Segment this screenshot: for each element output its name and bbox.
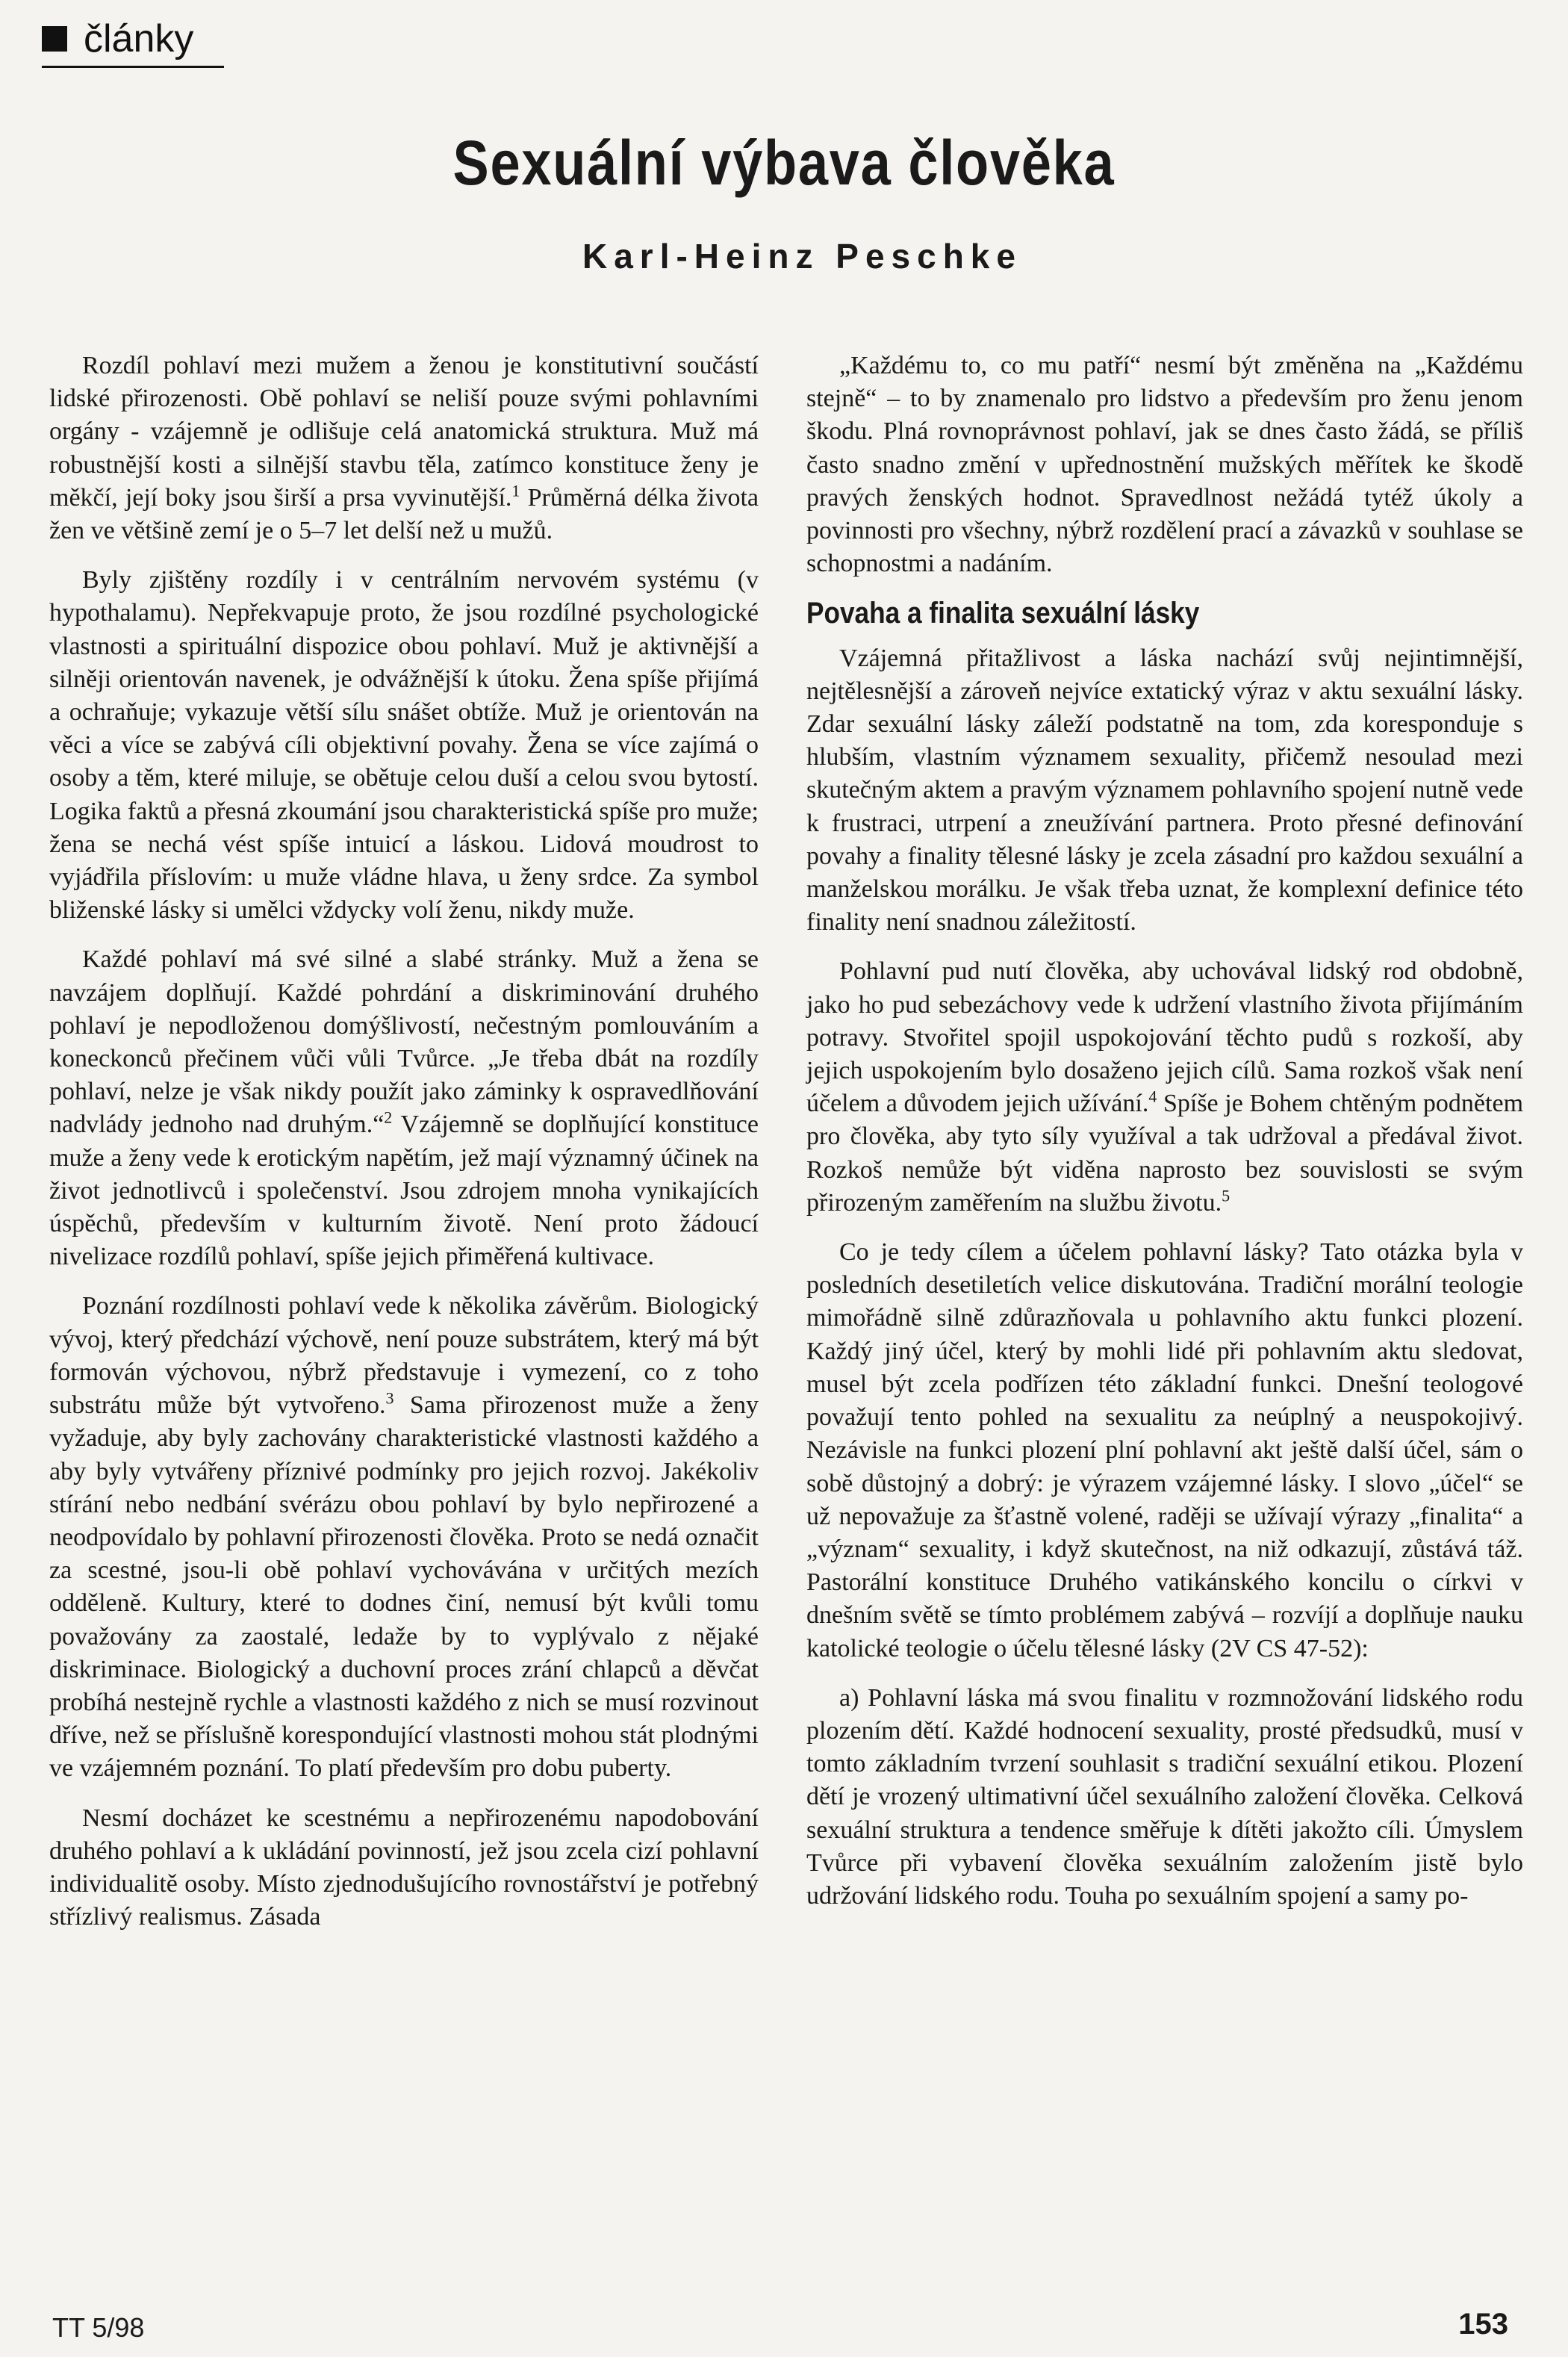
paragraph: Vzájemná přitažlivost a láska nachází svůj nejintimnější, nejtělesnější a zároveň nejvíce extatický výraz v aktu sexuální lásky. Zdar sexuální lásky záleží podstatně na tom, zda koresponduje s hlubším, vlastním významem sexuality, přičemž nesoulad mezi skutečným aktem a pravým významem pohlavního spojení nutně vede k frustraci, utrpení a zneužívání partnera. Proto přesné definování povahy a finality tělesné lásky je zcela zásadní pro každou sexuální a manželskou morálku. Je však třeba uznat, že komplexní definice této finality není snadnou záležitostí. xyxy=(806,644,1523,937)
footnote-ref: 3 xyxy=(385,1388,394,1408)
section-label-text: články xyxy=(84,17,194,60)
footnote-ref: 1 xyxy=(511,481,520,500)
paragraph: „Každému to, co mu patří“ nesmí být změněna na „Každému stejně“ – to by znamenalo pro lidstvo a především pro ženu jenom škodu. Plná rovnoprávnost pohlaví, jak se dnes často žádá, se příliš často snadno změní v upřednostnění mužských měřítek ke škodě pravých ženských hodnot. Spravedlnost nežádá tytéž úkoly a povinnosti pro všechny, nýbrž rozdělení prací a závazků v souhlase se schopnostmi a nadáním. xyxy=(806,352,1523,578)
page-number: 153 xyxy=(1458,2308,1508,2341)
footnote-ref: 5 xyxy=(1222,1186,1231,1205)
section-label xyxy=(42,16,193,61)
article-author: Karl-Heinz Peschke xyxy=(582,237,1022,276)
section-heading: Povaha a finalita sexuální lásky xyxy=(806,597,1200,630)
right-column xyxy=(806,350,1523,1929)
section-rule xyxy=(42,66,224,68)
footnote-ref: 2 xyxy=(384,1108,393,1128)
paragraph: Poznání rozdílnosti pohlaví vede k několika závěrům. Biologický vývoj, který předchází výchově, není pouze substrátem, který má být formován výchovou, nýbrž představuje i vymezení, co z toho substrátu může být vytvořeno.$^3$ Sama přirozenost muže a ženy vyžaduje, aby byly zachovány charakteristické vlastnosti každého a aby byly vytvářeny příznivé podmínky pro jejich rozvoj. Jakékoliv stírání nebo nedbání svérázu obou pohlaví by bylo nepřirozené a neodpovídalo by pohlavní přirozenosti člověka. Proto se nedá označit za scestné, jsou-li obě pohlaví vychovávána v určitých mezích odděleně. Kultury, které to dodnes činí, nemusí být kvůli tomu považovány za zaostalé, ledaže by to vyplývalo z nějaké diskriminace. Biologický a duchovní proces zrání chlapců a děvčat probíhá nestejně rychle a vlastnosti každého z nich se musí rozvinout dříve, než se příslušně korespondující vlastnosti mohou stát plodnými ve vzájemném poznání. To platí především pro dobu puberty. xyxy=(49,1292,759,1783)
paragraph: Nesmí docházet ke scestnému a nepřirozenému napodobování druhého pohlaví a k ukládání povinností, jež jsou zcela cizí pohlavní individualitě osoby. Místo zjednodušujícího rovnostářství je potřebný střízlivý realismus. Zásada xyxy=(49,1804,759,1931)
paragraph: Rozdíl pohlaví mezi mužem a ženou je konstitutivní součástí lidské přirozenosti. Obě pohlaví se neliší pouze svými pohlavními orgány - vzájemně je odlišuje celá anatomická struktura. Muž má robustnější kosti a silnější stavbu těla, zatímco konstituce ženy je měkčí, její boky jsou širší a prsa vyvinutější.$^1$ Průměrná délka života žen ve většině zemí je o 5–7 let delší než u mužů. xyxy=(49,352,759,545)
paragraph: a) Pohlavní láska má svou finalitu v rozmnožování lidského rodu plozením dětí. Každé hodnocení sexuality, prosté předsudků, musí v tomto základním tvrzení souhlasit s tradiční sexuální etikou. Plození dětí je vrozený ultimativní účel sexuálního založení člověka. Celková sexuální struktura a tendence směřuje k dítěti jakožto cíli. Úmyslem Tvůrce při vybavení člověka sexuálním založením jistě bylo udržování lidského rodu. Touha po sexuálním spojení a samy po- xyxy=(806,1683,1523,1910)
issue-label: TT 5/98 xyxy=(52,2312,145,2343)
paragraph: Každé pohlaví má své silné a slabé stránky. Muž a žena se navzájem doplňují. Každé pohrdání a diskriminování druhého pohlaví je nepodloženou domýšlivostí, nečestným pomlouváním a koneckonců přečinem vůči vůli Tvůrce. „Je třeba dbát na rozdíly pohlaví, nelze je však nikdy použít jako záminky k ospravedlňování nadvlády jednoho nad druhým.“$^2$ Vzájemně se doplňující konstituce muže a ženy vede k erotickým napětím, jež mají významný účinek na život jednotlivců i společenství. Jsou zdrojem mnoha vynikajících úspěchů, především v kulturním životě. Není proto žádoucí nivelizace rozdílů pohlaví, spíše jejich přiměřená kultivace. xyxy=(49,945,759,1271)
left-column xyxy=(49,350,759,1950)
paragraph: Byly zjištěny rozdíly i v centrálním nervovém systému (v hypothalamu). Nepřekvapuje proto, že jsou rozdílné psychologické vlastnosti a spirituální dispozice obou pohlaví. Muž je aktivnější a silněji orientován navenek, je odvážnější k útoku. Žena spíše přijímá a ochraňuje; vykazuje větší sílu snášet obtíže. Muž je orientován na věci a více se zabývá cíli objektivní povahy. Žena se více zajímá o osoby a těm, které miluje, se obětuje celou duší a celou svou bytostí. Logika faktů a přesná zkoumání jsou charakteristická spíše pro muže; žena se nechá vést spíše intuicí a láskou. Lidová moudrost to vyjádřila příslovím: u muže vládne hlava, u ženy srdce. Za symbol bliženské lásky si umělci vždycky volí ženu, nikdy muže. xyxy=(49,566,759,925)
paragraph: Pohlavní pud nutí člověka, aby uchovával lidský rod obdobně, jako ho pud sebezáchovy vede k udržení vlastního života přijímáním potravy. Stvořitel spojil uspokojování těchto pudů s rozkoší, aby jejich uspokojením bylo dosaženo jejich cílů. Sama rozkoš však není účelem a důvodem jejich užívání.$^4$ Spíše je Bohem chtěným podnětem pro člověka, aby tyto síly využíval a tak udržoval a předával život. Rozkoš nemůže být viděna naprosto bez souvislosti se svým přirozeným zaměřením na službu životu.$^5$ xyxy=(806,957,1524,1217)
footnote-ref: 4 xyxy=(1148,1087,1157,1106)
section-square-icon xyxy=(42,26,67,52)
article-title: Sexuální výbava člověka xyxy=(452,128,1116,198)
paragraph: Co je tedy cílem a účelem pohlavní lásky? Tato otázka byla v posledních desetiletích velice diskutována. Tradiční morální teologie mimořádně silně zdůrazňovala u pohlavního aktu funkci plození. Každý jiný účel, který by mohli lidé při pohlavním aktu sledovat, musel být zcela podřízen této základní funkci. Dnešní teologové považují tento pohled na sexualitu za neúplný a neuspokojivý. Nezávisle na funkci plození plní pohlavní akt ještě další účel, sám o sobě důstojný a dobrý: je výrazem vzájemné lásky. I slovo „účel“ se už nepovažuje za šťastně volené, raději se užívají výrazy „finalita“ a „význam“ sexuality, i když skutečnost, na niž odkazují, zůstává táž. Pastorální konstituce Druhého vatikánského koncilu o církvi v dnešním světě se tímto problémem zabývá – rozvíjí a doplňuje nauku katolické teologie o účelu tělesné lásky (2V CS 47-52): xyxy=(806,1238,1523,1662)
